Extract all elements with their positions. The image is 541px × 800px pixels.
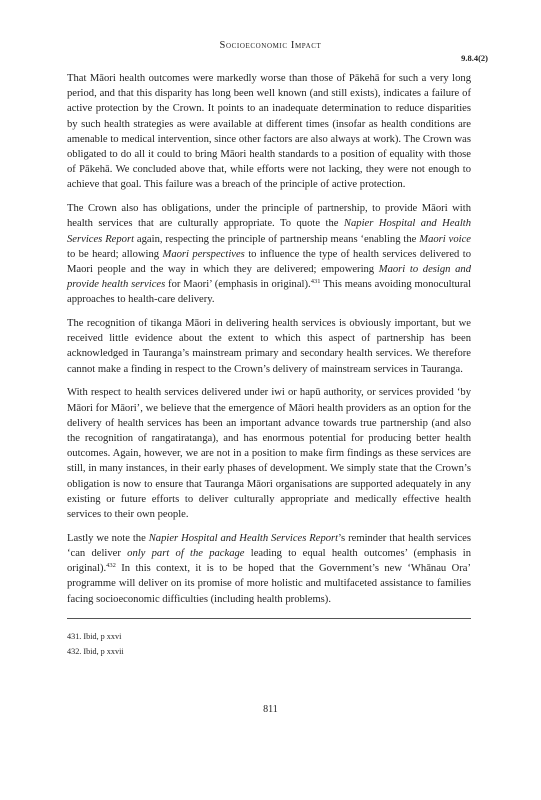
text-run: In this context, it is to be hoped that the Government’s new ‘Whānau Ora’ programme will deliver on its promise of more holistic and multifaceted assistance to families facing socioeconomic difficulties (including health problems). — [67, 563, 471, 605]
footnote-ref-432[interactable]: 432 — [106, 562, 116, 570]
paragraph-1 — [67, 71, 471, 193]
running-head: Socioeconomic Impact — [219, 40, 322, 51]
body-text — [67, 71, 471, 615]
text-run: for Maori’ (emphasis in original). — [165, 279, 311, 291]
text-run: to influence the type of health services delivered to Maori people and the way in which they are delivered; empowering — [67, 248, 471, 275]
text-run: The Crown also has obligations, under the principle of partnership, to provide Māori with health services that are culturally appropriate. To quote the — [67, 203, 471, 230]
paragraph-4 — [67, 385, 471, 522]
footnote-text: Ibid, p xxvii — [83, 647, 124, 656]
report-title: Napier Hospital and Health Services Report — [148, 532, 339, 544]
text-run: ’s reminder that health services ‘can deliver — [67, 532, 471, 559]
section-number: 9.8.4(2) — [461, 53, 488, 63]
text-run: With respect to health services delivered under iwi or hapū authority, or services provided ‘by Māori for Māori’, we believe that the emergence of Māori health providers as an option for the delivery of health services has been an important advance towards true partnership (and also the recognition of rangatiratanga), and has enormous potential for producing better health outcomes. Again, however, we are not in a position to make firm findings as these services are still, in many instances, in their early phases of development. We simply state that the Crown’s obligation is now to ensure that Tauranga Māori organisations are supported adequately in any existing or future efforts to deliver culturally appropriate and medically effective health services to their own people. — [67, 387, 471, 520]
footnote-number: 432. — [67, 647, 82, 656]
footnote-text: Ibid, p xxvi — [83, 632, 122, 641]
footnote-number: 431. — [67, 632, 82, 641]
emphasis-text: Maori perspectives — [162, 248, 245, 260]
paragraph-5 — [67, 531, 471, 607]
text-run: again, respecting the principle of partnership means ‘enabling the — [134, 233, 420, 245]
report-title: Napier Hospital and Health Services Report — [67, 218, 472, 245]
footnote-431 — [67, 629, 471, 644]
text-run: This means avoiding monocultural approaches to health-care delivery. — [67, 279, 472, 306]
footnote-432 — [67, 644, 471, 659]
text-run: That Māori health outcomes were markedly worse than those of Pākehā for such a very long period, and that this disparity has long been well known (and still exists), indicates a failure of active protection by the Crown. It points to an inadequate determination to reduce disparities by such health strategies as were available at different times (insofar as health conditions are amenable to medical intervention, since other factors are also always at work). The Crown was obligated to do all it could to bring Māori health standards to a position of equality with those of Pākehā. We concluded above that, while efforts were not lacking, they were not enough to achieve that goal. This failure was a breach of the principle of active protection. — [67, 73, 471, 191]
page-number: 811 — [263, 704, 278, 715]
text-run: The recognition of tikanga Māori in delivering health services is obviously important, but we received little evidence about the extent to which this aspect of partnership has been acknowledged in Tauranga’s mainstream primary and secondary health services. We therefore cannot make a finding in respect to the Crown’s delivery of mainstream services in Tauranga. — [67, 318, 471, 375]
paragraph-3 — [67, 316, 471, 377]
emphasis-text: Maori to design and provide health services — [67, 263, 471, 291]
emphasis-text: Maori voice — [419, 233, 471, 245]
footnote-divider — [67, 618, 471, 619]
emphasis-text: only part of the package — [127, 547, 245, 559]
footnote-ref-431[interactable]: 431 — [310, 278, 321, 286]
footnotes — [67, 629, 471, 659]
text-run: Lastly we note the — [67, 532, 149, 544]
paragraph-2 — [67, 201, 471, 307]
text-run: leading to equal health outcomes’ (emphasis in original). — [67, 547, 471, 575]
text-run: to be heard; allowing — [67, 248, 163, 260]
